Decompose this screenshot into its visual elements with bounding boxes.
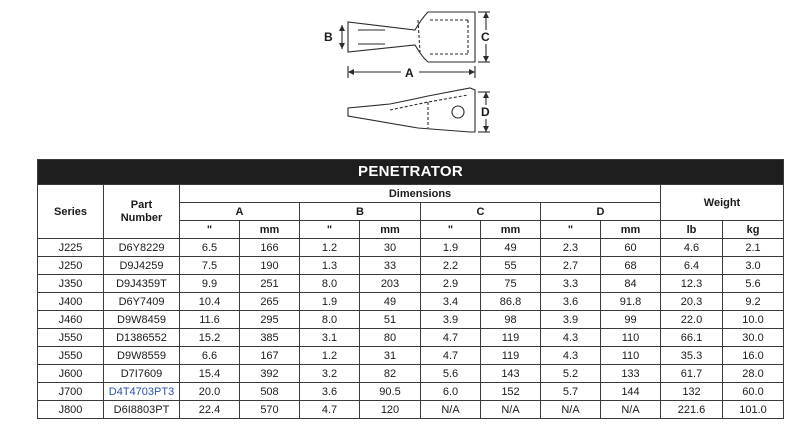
unit-inch-a: " [180, 221, 240, 239]
cell-a-mm: 167 [240, 347, 300, 365]
cell-d-inch: 3.6 [541, 293, 601, 311]
cell-weight-kg: 3.0 [723, 257, 784, 275]
cell-series: J250 [38, 257, 104, 275]
unit-inch-c: " [421, 221, 481, 239]
cell-c-inch: 3.4 [421, 293, 481, 311]
cell-c-inch: 2.2 [421, 257, 481, 275]
cell-b-inch: 1.2 [300, 347, 360, 365]
cell-weight-kg: 16.0 [723, 347, 784, 365]
cell-series: J700 [38, 383, 104, 401]
top-view-hidden-lines [418, 20, 468, 54]
cell-a-mm: 265 [240, 293, 300, 311]
cell-b-inch: 3.2 [300, 365, 360, 383]
cell-b-mm: 49 [360, 293, 421, 311]
table-row [38, 293, 784, 311]
cell-c-mm: 119 [481, 329, 541, 347]
cell-part-number: D9W8459 [104, 311, 180, 329]
cell-weight-lb: 61.7 [661, 365, 723, 383]
cell-c-mm: 86.8 [481, 293, 541, 311]
cell-series: J400 [38, 293, 104, 311]
cell-part-number: D4T4703PT3 [104, 383, 180, 401]
cell-d-mm: 91.8 [601, 293, 661, 311]
header-dim-b: B [300, 203, 421, 221]
cell-a-mm: 251 [240, 275, 300, 293]
unit-kg: kg [723, 221, 784, 239]
header-part-number: Part Number [104, 185, 180, 239]
unit-inch-d: " [541, 221, 601, 239]
cell-a-mm: 385 [240, 329, 300, 347]
cell-c-inch: N/A [421, 401, 481, 419]
unit-inch-b: " [300, 221, 360, 239]
cell-weight-lb: 12.3 [661, 275, 723, 293]
cell-c-inch: 1.9 [421, 239, 481, 257]
unit-mm-c: mm [481, 221, 541, 239]
cell-c-mm: 55 [481, 257, 541, 275]
cell-b-mm: 30 [360, 239, 421, 257]
cell-d-mm: 110 [601, 329, 661, 347]
dimension-label-c: C [481, 30, 490, 44]
cell-part-number: D1386552 [104, 329, 180, 347]
cell-c-mm: 49 [481, 239, 541, 257]
cell-series: J800 [38, 401, 104, 419]
cell-b-inch: 3.6 [300, 383, 360, 401]
cell-weight-kg: 60.0 [723, 383, 784, 401]
cell-d-inch: 5.2 [541, 365, 601, 383]
cell-b-mm: 80 [360, 329, 421, 347]
cell-b-inch: 3.1 [300, 329, 360, 347]
cell-c-mm: 75 [481, 275, 541, 293]
cell-b-mm: 33 [360, 257, 421, 275]
cell-d-inch: 5.7 [541, 383, 601, 401]
cell-a-inch: 11.6 [180, 311, 240, 329]
cell-d-mm: 110 [601, 347, 661, 365]
cell-c-mm: 119 [481, 347, 541, 365]
unit-mm-b: mm [360, 221, 421, 239]
side-view-hidden-lines [390, 95, 468, 128]
penetrator-diagram [300, 0, 520, 150]
cell-d-inch: N/A [541, 401, 601, 419]
cell-weight-lb: 221.6 [661, 401, 723, 419]
cell-d-mm: 60 [601, 239, 661, 257]
cell-weight-lb: 66.1 [661, 329, 723, 347]
cell-b-inch: 1.9 [300, 293, 360, 311]
cell-part-number: D9J4359T [104, 275, 180, 293]
cell-series: J225 [38, 239, 104, 257]
cell-a-mm: 570 [240, 401, 300, 419]
table-row [38, 257, 784, 275]
header-dim-d: D [541, 203, 661, 221]
cell-d-mm: N/A [601, 401, 661, 419]
cell-c-mm: N/A [481, 401, 541, 419]
cell-a-inch: 15.2 [180, 329, 240, 347]
table-body [38, 239, 784, 419]
header-dim-a: A [180, 203, 300, 221]
cell-a-inch: 10.4 [180, 293, 240, 311]
cell-d-inch: 4.3 [541, 329, 601, 347]
cell-d-inch: 2.7 [541, 257, 601, 275]
cell-a-mm: 295 [240, 311, 300, 329]
cell-d-inch: 3.9 [541, 311, 601, 329]
cell-weight-kg: 30.0 [723, 329, 784, 347]
cell-a-inch: 7.5 [180, 257, 240, 275]
cell-c-inch: 6.0 [421, 383, 481, 401]
cell-weight-kg: 2.1 [723, 239, 784, 257]
table-row [38, 329, 784, 347]
cell-weight-lb: 35.3 [661, 347, 723, 365]
cell-part-number: D6Y8229 [104, 239, 180, 257]
cell-weight-kg: 10.0 [723, 311, 784, 329]
cell-weight-kg: 101.0 [723, 401, 784, 419]
table-title: PENETRATOR [38, 160, 784, 185]
cell-c-mm: 152 [481, 383, 541, 401]
cell-series: J550 [38, 329, 104, 347]
cell-part-number: D9W8559 [104, 347, 180, 365]
cell-b-inch: 8.0 [300, 275, 360, 293]
unit-mm-a: mm [240, 221, 300, 239]
cell-b-inch: 8.0 [300, 311, 360, 329]
cell-a-mm: 508 [240, 383, 300, 401]
header-series: Series [38, 185, 104, 239]
cell-series: J550 [38, 347, 104, 365]
cell-series: J600 [38, 365, 104, 383]
cell-a-mm: 190 [240, 257, 300, 275]
cell-series: J350 [38, 275, 104, 293]
cell-d-inch: 3.3 [541, 275, 601, 293]
cell-weight-lb: 22.0 [661, 311, 723, 329]
cell-d-mm: 68 [601, 257, 661, 275]
unit-lb: lb [661, 221, 723, 239]
cell-part-number: D7I7609 [104, 365, 180, 383]
table-row [38, 383, 784, 401]
cell-d-mm: 99 [601, 311, 661, 329]
cell-weight-kg: 5.6 [723, 275, 784, 293]
cell-b-mm: 203 [360, 275, 421, 293]
table-row [38, 311, 784, 329]
table-row [38, 347, 784, 365]
cell-b-mm: 31 [360, 347, 421, 365]
cell-part-number: D6Y7409 [104, 293, 180, 311]
unit-mm-d: mm [601, 221, 661, 239]
cell-b-mm: 90.5 [360, 383, 421, 401]
cell-part-number: D9J4259 [104, 257, 180, 275]
cell-c-inch: 2.9 [421, 275, 481, 293]
cell-a-inch: 6.5 [180, 239, 240, 257]
cell-a-mm: 392 [240, 365, 300, 383]
table-row [38, 365, 784, 383]
header-dimensions: Dimensions [180, 185, 661, 203]
cell-c-inch: 4.7 [421, 347, 481, 365]
table-row [38, 239, 784, 257]
cell-a-inch: 22.4 [180, 401, 240, 419]
cell-b-inch: 4.7 [300, 401, 360, 419]
cell-c-inch: 3.9 [421, 311, 481, 329]
cell-b-mm: 82 [360, 365, 421, 383]
cell-d-mm: 144 [601, 383, 661, 401]
cell-c-mm: 143 [481, 365, 541, 383]
cell-weight-lb: 20.3 [661, 293, 723, 311]
dimension-label-d: D [481, 105, 490, 119]
cell-weight-lb: 6.4 [661, 257, 723, 275]
cell-d-mm: 133 [601, 365, 661, 383]
cell-a-inch: 15.4 [180, 365, 240, 383]
header-weight: Weight [661, 185, 784, 221]
dimension-label-a: A [405, 66, 414, 80]
cell-b-mm: 51 [360, 311, 421, 329]
table-row [38, 275, 784, 293]
cell-c-inch: 4.7 [421, 329, 481, 347]
cell-weight-kg: 9.2 [723, 293, 784, 311]
cell-series: J460 [38, 311, 104, 329]
penetrator-spec-table [37, 159, 784, 419]
cell-b-inch: 1.2 [300, 239, 360, 257]
cell-b-mm: 120 [360, 401, 421, 419]
cell-part-number: D6I8803PT [104, 401, 180, 419]
cell-d-inch: 2.3 [541, 239, 601, 257]
cell-weight-lb: 132 [661, 383, 723, 401]
dimension-label-b: B [324, 30, 333, 44]
header-dim-c: C [421, 203, 541, 221]
cell-b-inch: 1.3 [300, 257, 360, 275]
cell-d-inch: 4.3 [541, 347, 601, 365]
table-row [38, 401, 784, 419]
cell-c-inch: 5.6 [421, 365, 481, 383]
cell-a-inch: 20.0 [180, 383, 240, 401]
cell-weight-lb: 4.6 [661, 239, 723, 257]
cell-a-mm: 166 [240, 239, 300, 257]
side-view-outline [348, 88, 475, 132]
cell-a-inch: 6.6 [180, 347, 240, 365]
cell-a-inch: 9.9 [180, 275, 240, 293]
cell-d-mm: 84 [601, 275, 661, 293]
pin-hole [452, 106, 464, 118]
cell-weight-kg: 28.0 [723, 365, 784, 383]
cell-c-mm: 98 [481, 311, 541, 329]
